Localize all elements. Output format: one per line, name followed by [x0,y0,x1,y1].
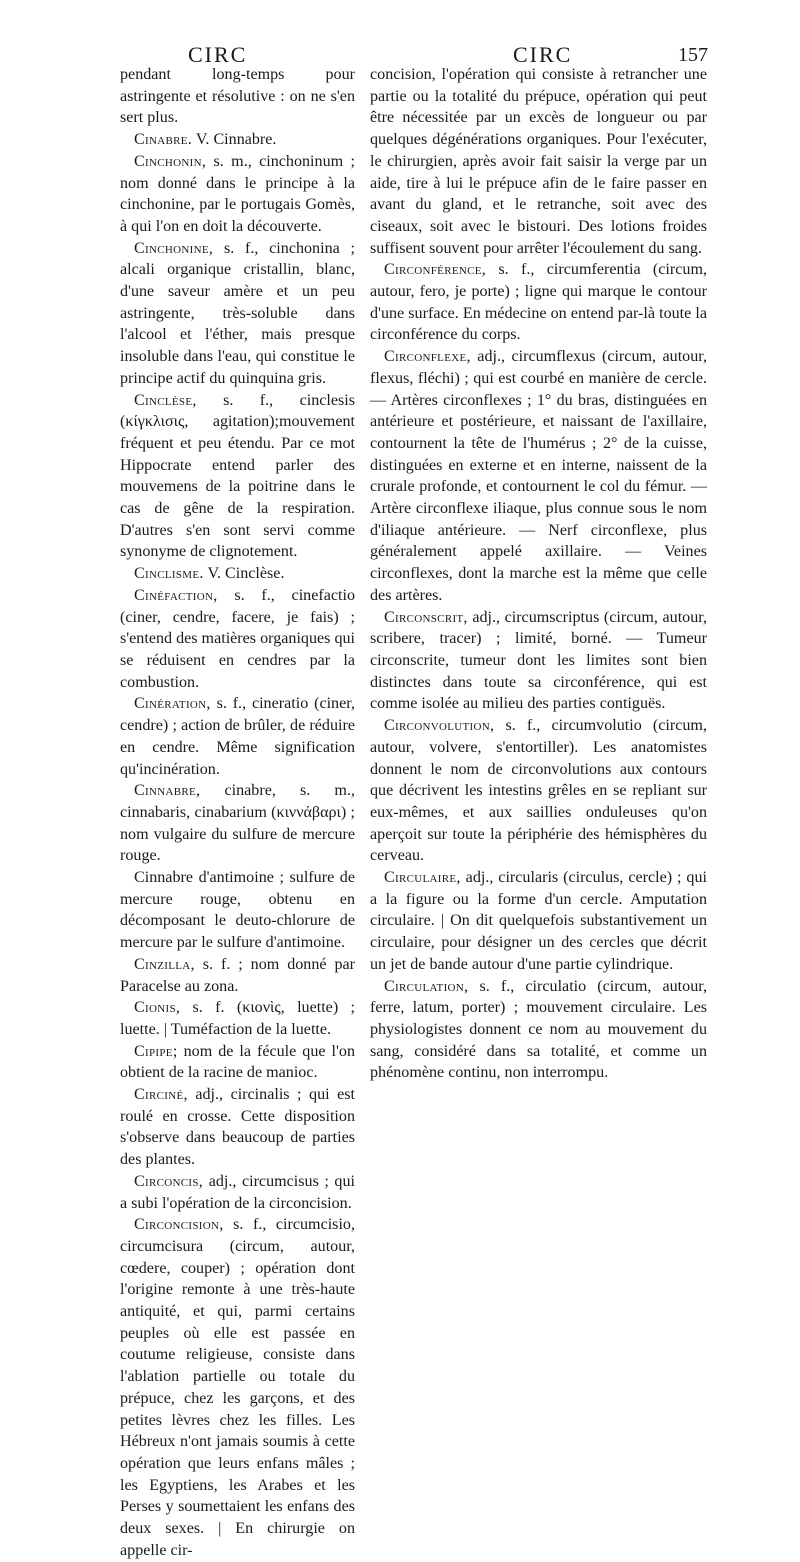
entry-text: adj., circularis (circulus, cercle) ; qui a la figure ou la forme d'un cercle. Amputation circulaire. | On dit quelquefois substantivement un circulaire, pour désigner un des cercles que décrit un jet de bande autour d'une partie cylindrique. [370,869,708,973]
entry-text: pendant long-temps pour astringente et résolutive : on ne s'en sert plus. [120,66,355,127]
entry-headword: Cinclisme. [134,565,204,583]
entry [370,867,707,976]
entry-headword: Circulaire, [384,869,461,887]
entry [370,64,707,259]
entry [370,259,707,346]
entry-headword: Circiné, [134,1086,188,1104]
entry [120,1041,355,1084]
entry [120,390,355,564]
entry-headword: Cinabre. [134,131,193,149]
entry-headword: Circonscrit, [384,608,468,626]
entry-text: s. f., cineratio (ciner, cendre) ; action de brûler, de réduire en cendre. Même signification qu'incinération. [120,695,355,778]
entry-text: adj., circumcisus ; qui a subi l'opération de la circoncision. [120,1172,356,1212]
entry-text: s. f. (κιονὶς, luette) ; luette. | Tuméfaction de la luette. [120,999,355,1038]
entry-headword: Circonférence, [384,261,487,279]
entry [120,1214,355,1561]
entry [120,563,355,585]
entry [120,64,355,129]
entry-text: s. f. ; nom donné par Paracelse au zona. [120,955,355,995]
entry [120,151,355,238]
entry-headword: Cinération, [134,695,211,713]
entry-headword: Cipipe; [134,1042,178,1060]
entry-headword: Circonflexe, [384,348,471,366]
entry-text: s. f., cinclesis (κίγκλισις, agitation);mouvement fréquent et peu étendu. Par ce mot Hippocrate entend parler des mouvemens de la poitrine dans le cas de gêne de la respiration. D'autres s'en sont servi comme synonyme de clignotement. [120,391,355,561]
entry-text: adj., circinalis ; qui est roulé en crosse. Cette disposition s'observe dans beaucoup de parties des plantes. [120,1086,355,1169]
entry [120,867,355,954]
entry-headword: Cinclèse, [134,391,197,409]
entry-headword: Circoncis, [134,1172,204,1190]
entry-text: cinabre, s. m., cinnabaris, cinabarium (κιννάβαρι) ; nom vulgaire du sulfure de mercure rouge. [120,782,355,865]
entry-headword: Circonvolution, [384,717,495,735]
entry-text: s. f., circulatio (circum, autour, ferre, latum, porter) ; mouvement circulaire. Les physiologistes donnent ce nom au mouvement du sang, considéré dans sa totalité, et comme un phénomène continu, non interrompu. [370,977,707,1082]
entry-headword: Cionis, [134,999,181,1017]
running-head-left: CIRC [188,42,248,67]
entry-headword: Cinchonin, [134,152,207,170]
entry [370,346,707,606]
entry-headword: Cinéfaction, [134,586,218,604]
right-column [370,64,707,1084]
entry-headword: Cinnabre, [134,782,201,800]
entry [120,129,355,151]
entry [120,238,355,390]
entry-text: V. Cinnabre. [195,131,277,149]
entry-text: s. f., cinefactio (ciner, cendre, facere, je fais) ; s'entend des matières organiques qui se réduisent en cendres par la combustion. [120,586,356,691]
entry-text: s. m., cinchoninum ; nom donné dans le principe à la cinchonine, par le portugais Gomès, à qui l'on en doit la découverte. [120,152,355,235]
entry-headword: Circoncision, [134,1216,224,1234]
entry-text: s. f., circumvolutio (circum, autour, volvere, s'entortiller). Les anatomistes donnent le nom de circonvolutions aux contours que décrivent les intestins grêles en se repliant sur eux-mêmes, et aux saillies onduleuses qu'on aperçoit sur toute la périphérie des hémisphères du cerveau. [370,717,707,865]
entry-text: s. f., circumcisio, circumcisura (circum, autour, cœdere, couper) ; opération dont l'origine remonte à une très-haute antiquité, et qui, parmi certains peuples où elle est passée en coutume religieuse, consiste dans l'ablation partielle ou totale du prépuce, chez les garçons, et des petites lèvres chez les filles. Les Hébreux n'ont jamais soumis à cette opération que leurs enfans mâles ; les Egyptiens, les Arabes et les Perses y soumettaient les enfans des deux sexes. | En chirurgie on appelle cir- [120,1216,355,1559]
entry-text: s. f., circumferentia (circum, autour, fero, je porte) ; ligne qui marque le contour d'une surface. En médecine on entend par-là toute la circonférence du corps. [370,261,707,344]
entry-text: V. Cinclèse. [207,565,285,583]
entry [370,715,707,867]
entry [120,585,355,694]
entry-headword: Cinzilla, [134,955,195,973]
entry-text: Cinnabre d'antimoine ; sulfure de mercure rouge, obtenu en décomposant le deuto-chlorure de mercure par le sulfure d'antimoine. [120,869,355,952]
entry-text: concision, l'opération qui consiste à retrancher une partie ou la totalité du prépuce, opération qui peut être nécessitée par un excès de longueur ou par quelques dégénérations organiques. Pour l'exécuter, le chirurgien, après avoir fait saisir la verge par un aide, tire à lui le prépuce afin de le faire passer en avant du gland, et le retranche, soit avec des ciseaux, soit avec le bistouri. Des lotions froides suffisent souvent pour arrêter l'écoulement du sang. [370,66,707,257]
entry-headword: Cinchonine, [134,239,214,257]
entry-text: nom de la fécule que l'on obtient de la racine de manioc. [120,1042,355,1082]
entry [120,997,355,1040]
entry [370,976,707,1085]
entry-text: adj., circumflexus (circum, autour, flexus, fléchi) ; qui est courbé en manière de cercle. — Artères circonflexes ; 1° du bras, distinguées en antérieure et postérieure, et naissant de l'axillaire, contournent la tête de l'humérus ; 2° de la cuisse, distinguées en externe et en interne, naissent de la crurale profonde, et contournent le col du fémur. — Artère circonflexe iliaque, plus connue sous le nom d'iliaque antérieure. — Nerf circonflexe, plus généralement appelé axillaire. — Veines circonflexes, dont la marche est la même que celle des artères. [370,348,707,604]
entry [120,780,355,867]
entry [370,607,707,716]
left-column [120,64,355,1562]
entry [120,1171,355,1214]
entry [120,1084,355,1171]
page-number: 157 [678,44,708,66]
entry-text: s. f., cinchonina ; alcali organique cristallin, blanc, d'une saveur amère et un peu astringente, très-soluble dans l'alcool et l'éther, mais presque insoluble dans l'eau, qui constitue le principe actif du quinquina gris. [120,239,355,387]
entry [120,954,355,997]
entry [120,693,355,780]
entry-text: adj., circumscriptus (circum, autour, scribere, tracer) ; limité, borné. — Tumeur circonscrite, tumeur dont les limites sont bien distinctes dans toute sa circonférence, qui est comme isolée au milieu des parties contiguës. [370,608,707,713]
entry-headword: Circulation, [384,977,469,995]
running-head-right: CIRC [513,42,573,67]
